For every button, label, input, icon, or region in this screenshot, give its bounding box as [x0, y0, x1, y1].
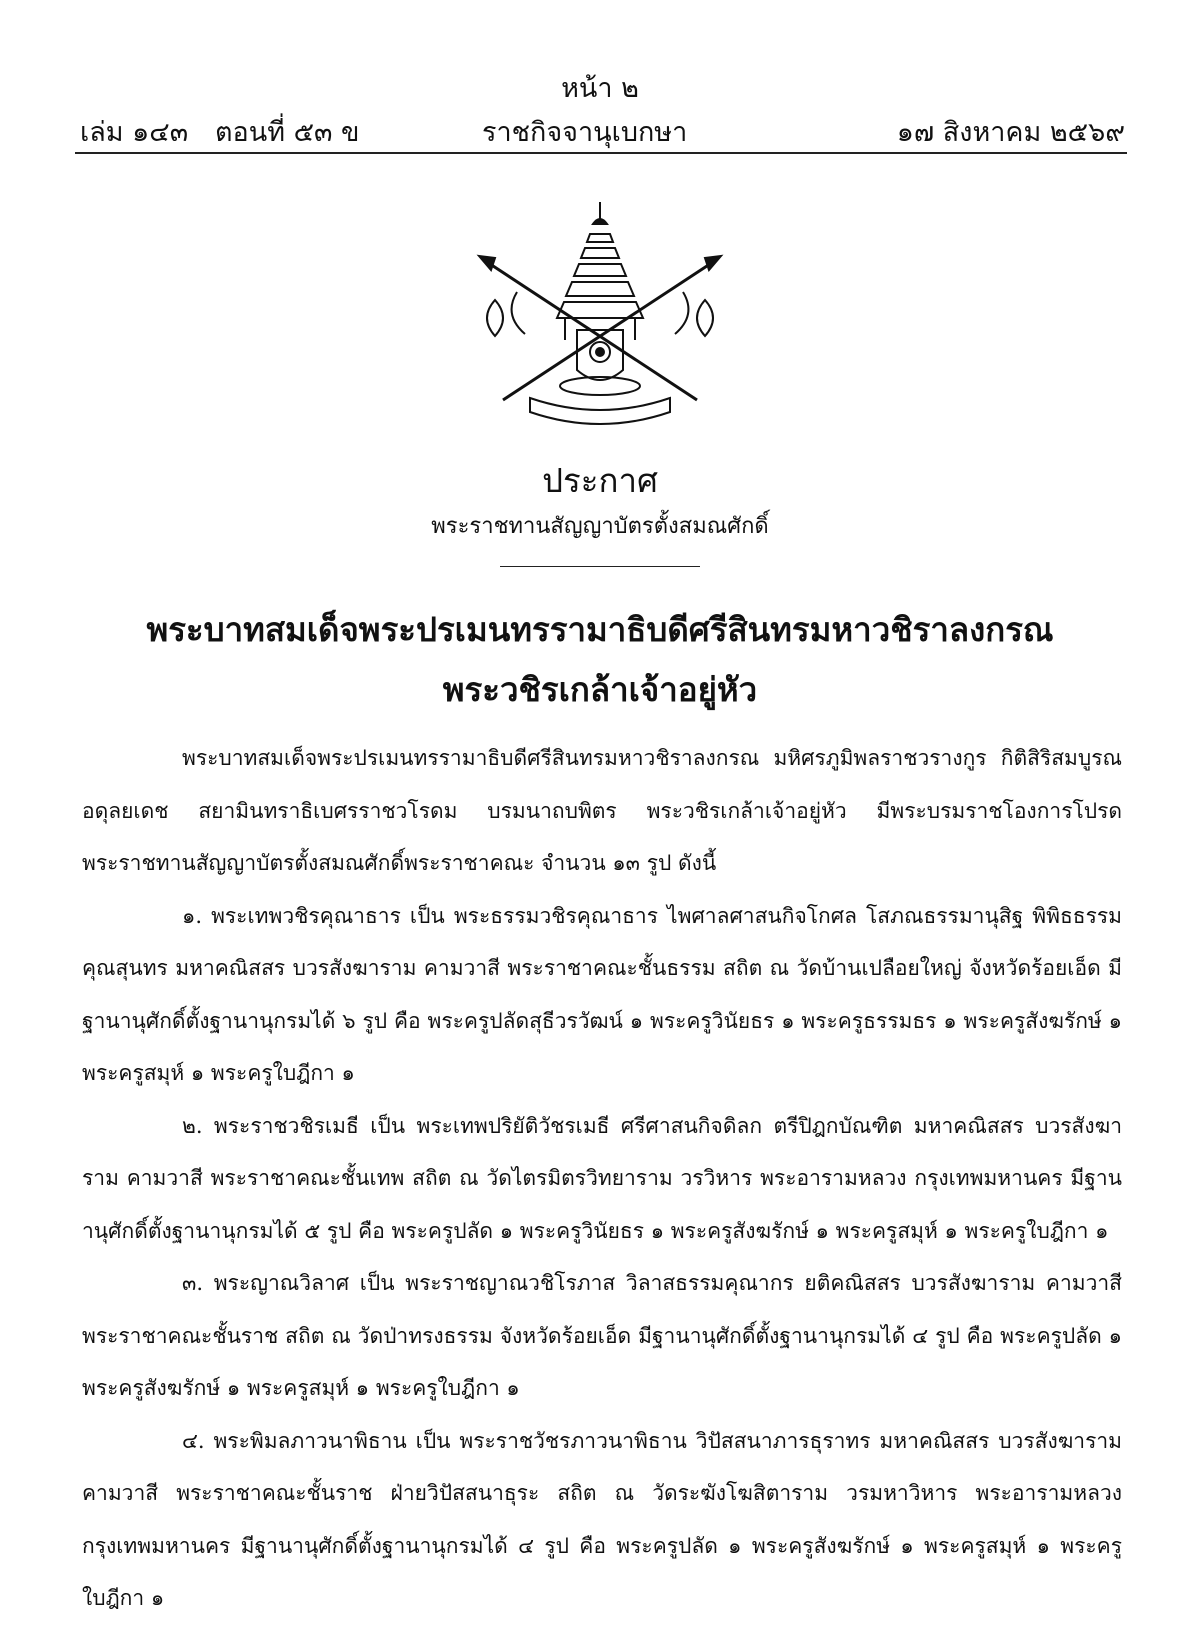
issue-number: ตอนที่ ๕๓ ข	[215, 117, 360, 148]
announcement-subtitle: พระราชทานสัญญาบัตรตั้งสมณศักดิ์	[431, 514, 769, 539]
appointment-paragraph-4: ๔. พระพิมลภาวนาพิธาน เป็น พระราชวัชรภาวนาพิธาน วิปัสสนาภารธุราทร มหาคณิสสร บวรสังฆาราม คามวาสี พระราชาคณะชั้นราช ฝ่ายวิปัสสนาธุระ สถิต ณ วัดระฆังโฆสิตาราม วรมหาวิหาร พระอารามหลวง กรุงเทพมหานคร มีฐานานุศักดิ์ตั้งฐานานุกรมได้ ๔ รูป คือ พระครูปลัด ๑ พระครูสังฆรักษ์ ๑ พระครูสมุห์ ๑ พระครูใบฎีกา ๑	[82, 1428, 1122, 1610]
publication-name: ราชกิจจานุเบกษา	[482, 117, 688, 148]
volume-number: เล่ม ๑๔๓	[80, 117, 189, 148]
announcement-title: ประกาศ	[542, 461, 658, 500]
king-name	[0, 600, 1200, 720]
preamble-paragraph: พระบาทสมเด็จพระปรเมนทรรามาธิบดีศรีสินทรมหาวชิราลงกรณ มหิศรภูมิพลราชวรางกูร กิติสิริสมบูรณอดุลยเดช สยามินทราธิเบศรราชวโรดม บรมนาถบพิตร พระวชิรเกล้าเจ้าอยู่หัว มีพระบรมราชโองการโปรดพระราชทานสัญญาบัตรตั้งสมณศักดิ์พระราชาคณะ จำนวน ๑๓ รูป ดังนี้	[82, 746, 1122, 875]
announcement-body	[82, 732, 1122, 1625]
king-name-line-1: พระบาทสมเด็จพระปรเมนทรรามาธิบดีศรีสินทรมหาวชิราลงกรณ	[146, 610, 1054, 649]
appointment-paragraph-1: ๑. พระเทพวชิรคุณาธาร เป็น พระธรรมวชิรคุณาธาร ไพศาลศาสนกิจโกศล โสภณธรรมานุสิฐ พิพิธธรรมคุณสุนทร มหาคณิสสร บวรสังฆาราม คามวาสี พระราชาคณะชั้นธรรม สถิต ณ วัดบ้านเปลือยใหญ่ จังหวัดร้อยเอ็ด มีฐานานุศักดิ์ตั้งฐานานุกรมได้ ๖ รูป คือ พระครูปลัดสุธีวรวัฒน์ ๑ พระครูวินัยธร ๑ พระครูธรรมธร ๑ พระครูสังฆรักษ์ ๑ พระครูสมุห์ ๑ พระครูใบฎีกา ๑	[82, 903, 1122, 1085]
appointment-paragraph-2: ๒. พระราชวชิรเมธี เป็น พระเทพปริยัติวัชรเมธี ศรีศาสนกิจดิลก ตรีปิฎกบัณฑิต มหาคณิสสร บวรสังฆาราม คามวาสี พระราชาคณะชั้นเทพ สถิต ณ วัดไตรมิตรวิทยาราม วรวิหาร พระอารามหลวง กรุงเทพมหานคร มีฐานานุศักดิ์ตั้งฐานานุกรมได้ ๕ รูป คือ พระครูปลัด ๑ พระครูวินัยธร ๑ พระครูสังฆรักษ์ ๑ พระครูสมุห์ ๑ พระครูใบฎีกา ๑	[82, 1113, 1122, 1243]
royal-seal-emblem-icon	[465, 200, 735, 425]
publication-date: ๑๗ สิงหาคม ๒๕๖๙	[896, 117, 1125, 148]
header-rule	[75, 152, 1127, 154]
appointment-paragraph-3: ๓. พระญาณวิลาศ เป็น พระราชญาณวชิโรภาส วิลาสธรรมคุณากร ยติคณิสสร บวรสังฆาราม คามวาสี พระราชาคณะชั้นราช สถิต ณ วัดป่าทรงธรรม จังหวัดร้อยเอ็ด มีฐานานุศักดิ์ตั้งฐานานุกรมได้ ๔ รูป คือ พระครูปลัด ๑ พระครูสังฆรักษ์ ๑ พระครูสมุห์ ๑ พระครูใบฎีกา ๑	[82, 1271, 1122, 1400]
title-divider	[500, 566, 700, 567]
page-number: หน้า ๒	[561, 73, 639, 104]
king-name-line-2: พระวชิรเกล้าเจ้าอยู่หัว	[442, 670, 758, 709]
issue-line	[80, 110, 1125, 148]
